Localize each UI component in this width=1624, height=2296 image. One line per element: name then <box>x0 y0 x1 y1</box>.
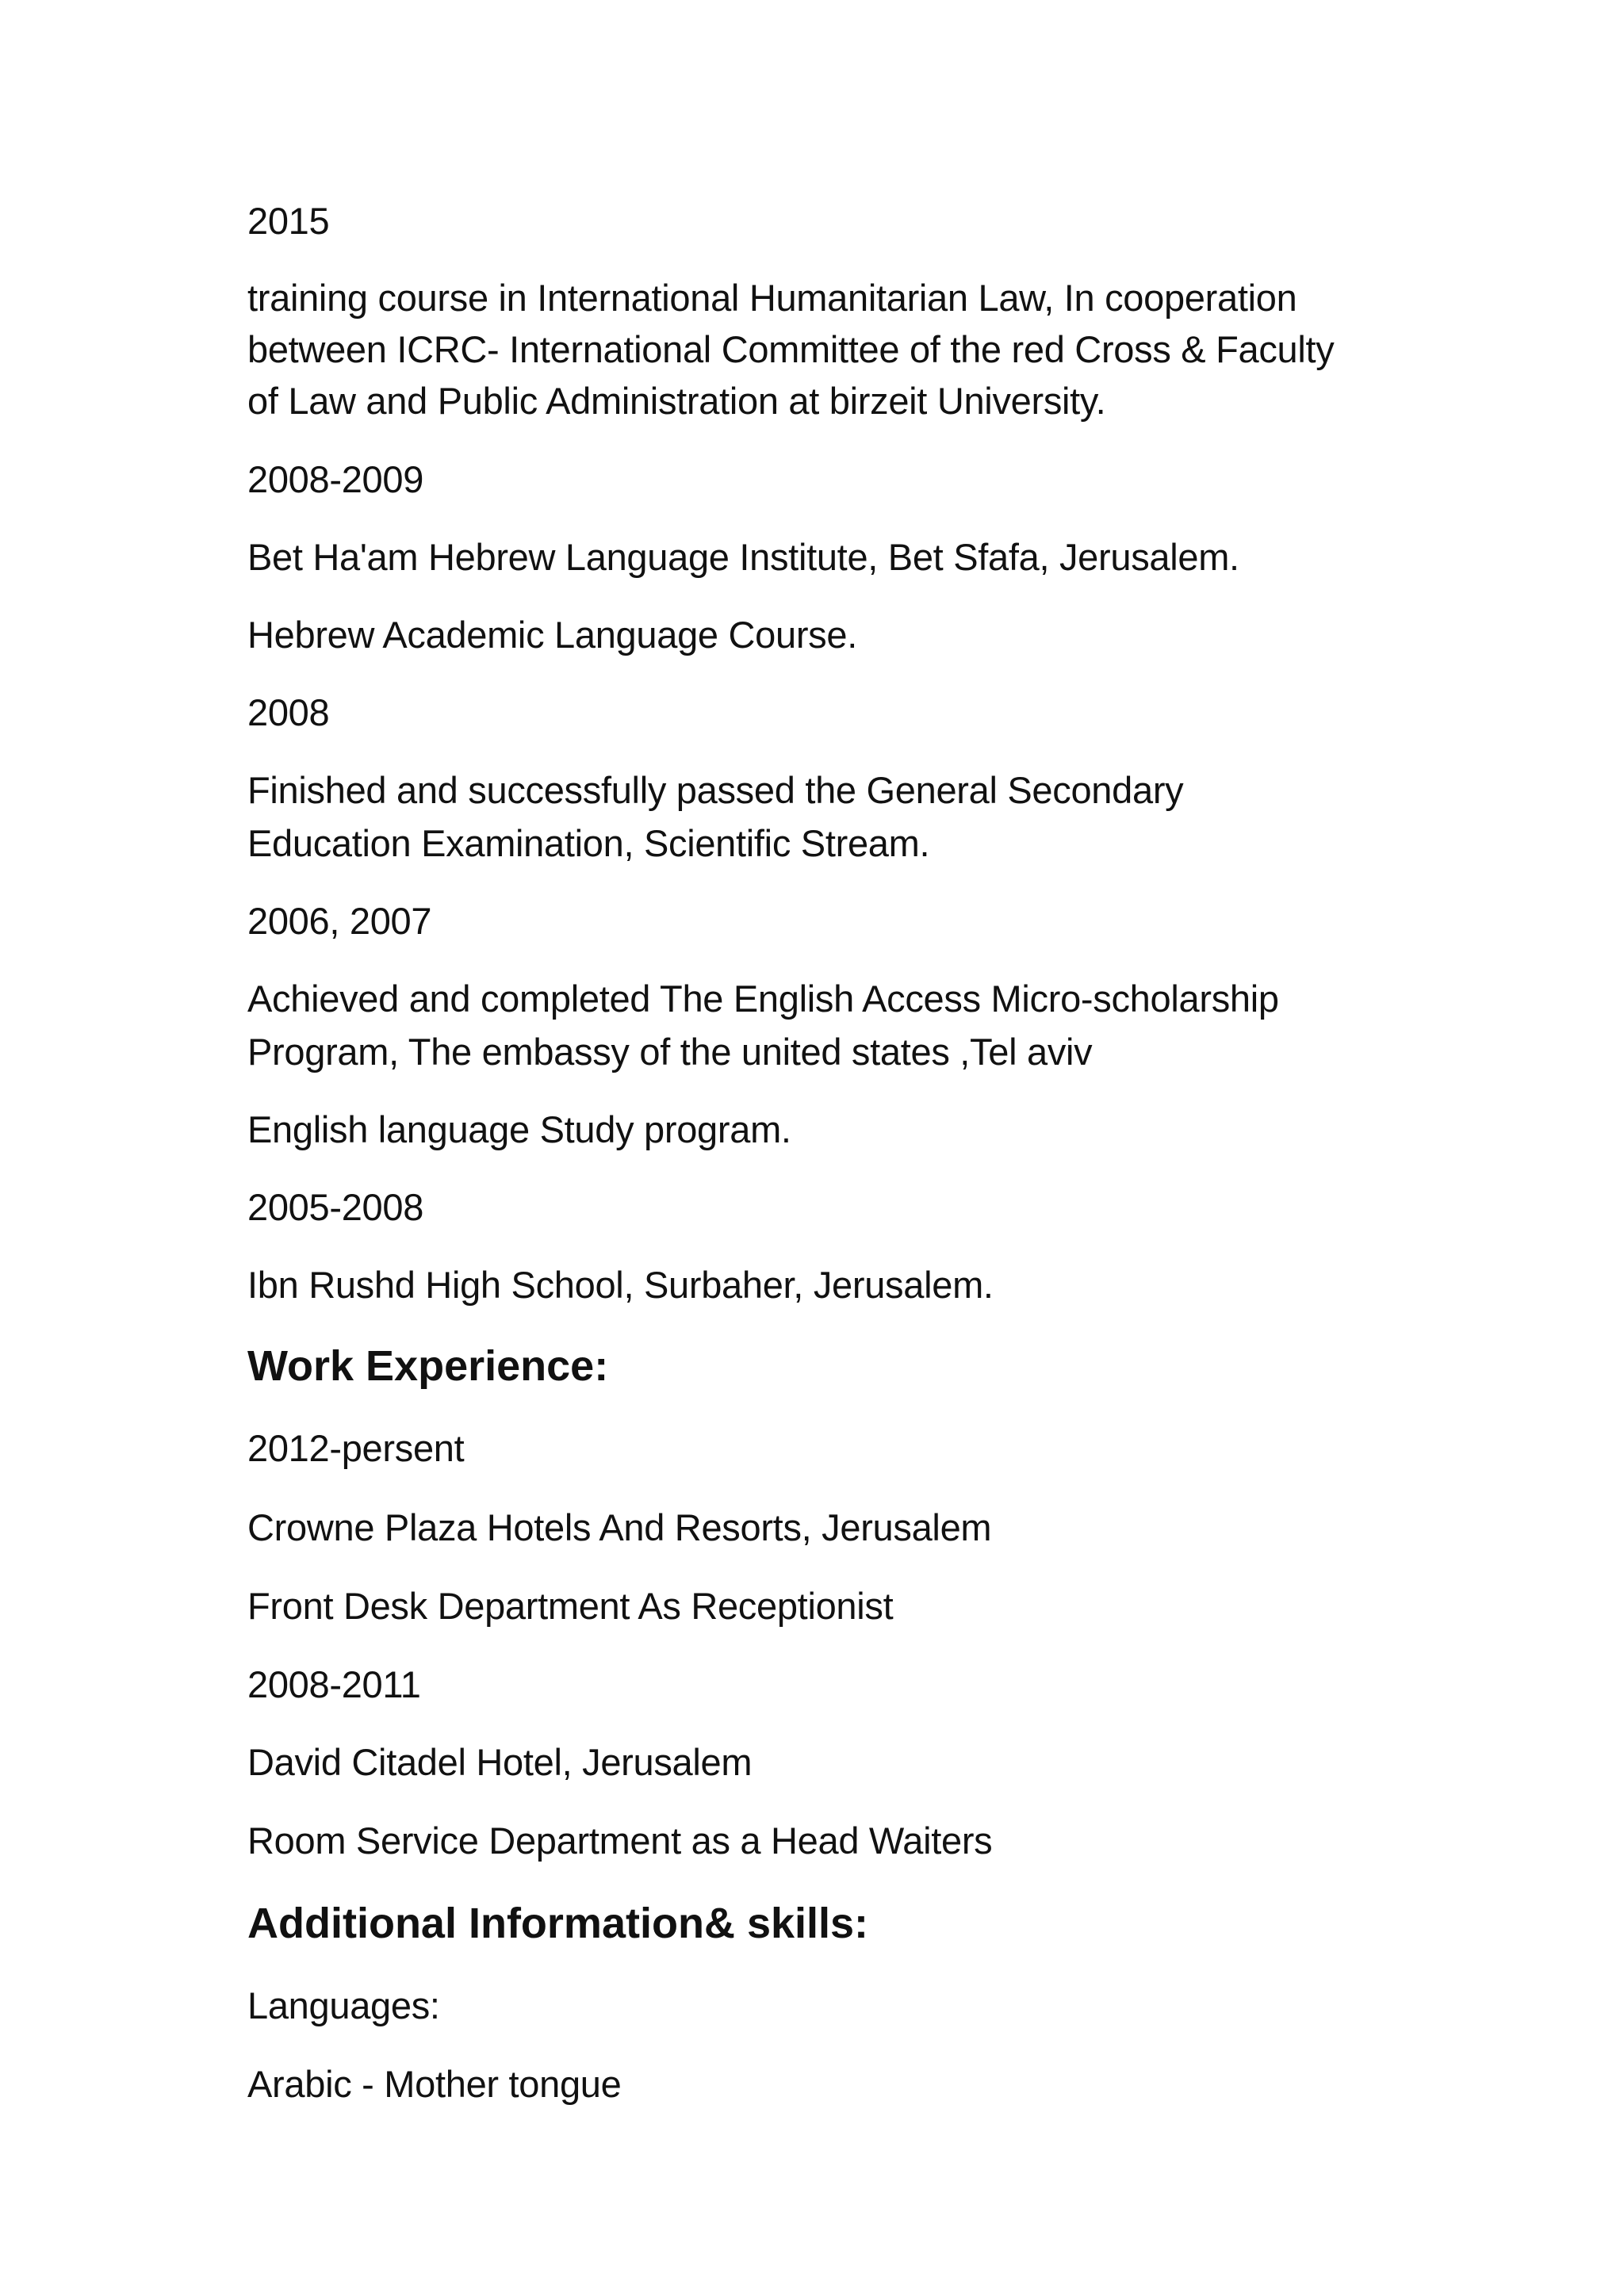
english-program: English language Study program. <box>247 1108 791 1150</box>
year-2008: 2008 <box>247 691 330 733</box>
high-school: Ibn Rushd High School, Surbaher, Jerusalem. <box>247 1264 994 1306</box>
year-2008-2011: 2008-2011 <box>247 1663 421 1705</box>
access-program-line-1: Achieved and completed The English Access Micro-scholarship <box>247 978 1279 1020</box>
year-2005-2008: 2005-2008 <box>247 1186 424 1228</box>
ihl-course-line-1: training course in International Humanitarian Law, In cooperation <box>247 277 1297 319</box>
secondary-exam-line-2: Education Examination, Scientific Stream. <box>247 822 930 864</box>
arabic-language: Arabic - Mother tongue <box>247 2063 622 2105</box>
languages-label: Languages: <box>247 1984 440 2026</box>
ihl-course-line-2: between ICRC- International Committee of the red Cross & Faculty <box>247 328 1335 370</box>
year-2012-present: 2012-persent <box>247 1427 465 1469</box>
additional-info-heading: Additional Information& skills: <box>247 1900 869 1947</box>
secondary-exam-line-1: Finished and successfully passed the General Secondary <box>247 769 1184 811</box>
hebrew-institute: Bet Ha'am Hebrew Language Institute, Bet Sfafa, Jerusalem. <box>247 536 1239 578</box>
access-program-line-2: Program, The embassy of the united states ,Tel aviv <box>247 1031 1093 1073</box>
david-role: Room Service Department as a Head Waiters <box>247 1820 993 1862</box>
year-2015: 2015 <box>247 200 330 242</box>
crowne-plaza: Crowne Plaza Hotels And Resorts, Jerusalem <box>247 1506 992 1548</box>
crowne-role: Front Desk Department As Receptionist <box>247 1585 894 1627</box>
ihl-course-line-3: of Law and Public Administration at birzeit University. <box>247 380 1106 422</box>
work-experience-heading: Work Experience: <box>247 1342 609 1390</box>
year-2006-2007: 2006, 2007 <box>247 900 432 942</box>
hebrew-course: Hebrew Academic Language Course. <box>247 614 857 656</box>
year-2008-2009: 2008-2009 <box>247 458 424 500</box>
david-citadel: David Citadel Hotel, Jerusalem <box>247 1741 753 1783</box>
